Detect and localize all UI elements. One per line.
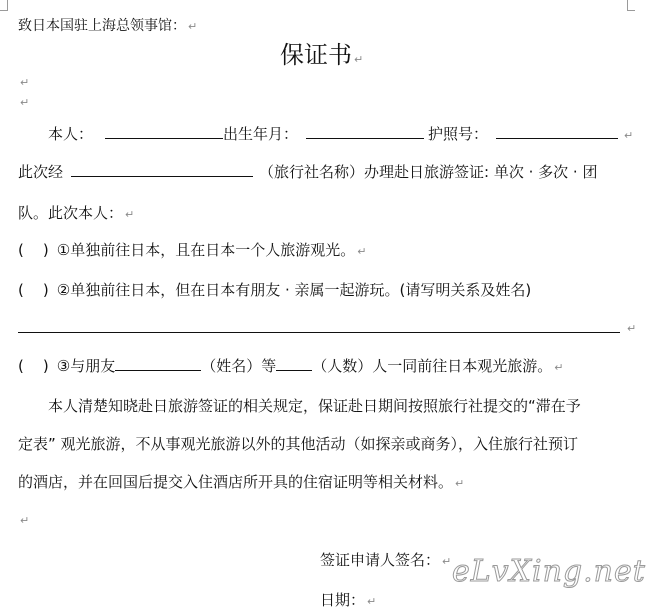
guarantee-paragraph-line-3 <box>18 472 464 494</box>
paragraph-mark-icon: ↵ <box>125 208 135 221</box>
paragraph-mark-icon: ↵ <box>354 53 364 66</box>
title-text: 保证书 <box>280 41 352 69</box>
passport-blank[interactable] <box>496 124 618 139</box>
paragraph-mark-icon: ↵ <box>627 322 637 335</box>
option-3-checkbox[interactable]: ( ) <box>18 357 49 375</box>
applicant-signature-label: 签证申请人签名： <box>320 551 441 569</box>
dob-blank[interactable] <box>306 124 424 139</box>
option-3-text-a: ③与朋友 <box>56 357 116 375</box>
paragraph-mark-icon: ↵ <box>188 20 198 33</box>
travel-agency-line-cont <box>18 203 134 225</box>
travel-agency-blank[interactable] <box>71 162 253 177</box>
guarantee-text-2: 定表” 观光旅游，不从事观光旅游以外的其他活动（如探亲或商务），入住旅行社预订 <box>18 435 579 453</box>
addressee-line <box>18 16 197 37</box>
date-line <box>320 590 376 612</box>
people-count-blank[interactable] <box>276 356 312 371</box>
option-3 <box>18 356 563 378</box>
name-blank[interactable] <box>105 124 223 139</box>
paragraph-mark-icon: ↵ <box>357 245 367 258</box>
via-continuation: 队。此次本人： <box>18 204 124 222</box>
site-watermark: eLvXing.net <box>452 554 646 589</box>
empty-paragraph-mark-icon: ↵ <box>20 96 30 109</box>
guarantee-text-3: 的酒店，并在回国后提交入住酒店所开具的住宿证明等相关材料。 <box>18 473 454 491</box>
paragraph-mark-icon: ↵ <box>367 595 377 608</box>
guarantee-paragraph-line-2 <box>18 434 578 454</box>
option-2 <box>18 280 531 300</box>
guarantee-paragraph-line-1 <box>48 396 581 416</box>
relationship-blank-line[interactable] <box>18 332 620 333</box>
applicant-info-line <box>48 124 633 146</box>
option-1 <box>18 240 366 262</box>
addressee-text: 致日本国驻上海总领事馆： <box>18 18 186 34</box>
via-prefix: 此次经 <box>18 163 64 181</box>
travel-agency-line <box>18 162 597 182</box>
option-3-text-b: （姓名）等 <box>201 357 277 375</box>
applicant-signature-line <box>320 550 451 572</box>
page-corner-top-right <box>627 0 635 11</box>
date-label: 日期： <box>320 591 366 609</box>
friend-name-blank[interactable] <box>115 356 201 371</box>
option-1-checkbox[interactable]: ( ) <box>18 241 49 259</box>
document-title <box>280 40 363 75</box>
dob-label: 出生年月： <box>223 125 299 143</box>
paragraph-mark-icon: ↵ <box>554 361 564 374</box>
empty-paragraph-mark-icon: ↵ <box>20 76 30 89</box>
empty-paragraph-mark-icon: ↵ <box>20 514 30 527</box>
option-3-text-c: （人数）人一同前往日本观光旅游。 <box>312 357 553 375</box>
option-2-text: ②单独前往日本，但在日本有朋友 · 亲属一起游玩。(请写明关系及姓名) <box>56 281 532 299</box>
page-corner-top-left <box>0 0 8 11</box>
paragraph-mark-icon: ↵ <box>624 129 634 142</box>
option-1-text: ①单独前往日本，且在日本一个人旅游观光。 <box>56 241 356 259</box>
paragraph-mark-icon: ↵ <box>455 477 465 490</box>
via-suffix: （旅行社名称）办理赴日旅游签证: 单次 · 多次 · 团 <box>259 163 598 181</box>
guarantee-text-1: 本人清楚知晓赴日旅游签证的相关规定，保证赴日期间按照旅行社提交的“滞在予 <box>48 397 581 415</box>
paragraph-mark-icon: ↵ <box>442 555 452 568</box>
name-label: 本人： <box>48 125 94 143</box>
passport-label: 护照号： <box>428 125 489 143</box>
option-2-checkbox[interactable]: ( ) <box>18 281 49 299</box>
